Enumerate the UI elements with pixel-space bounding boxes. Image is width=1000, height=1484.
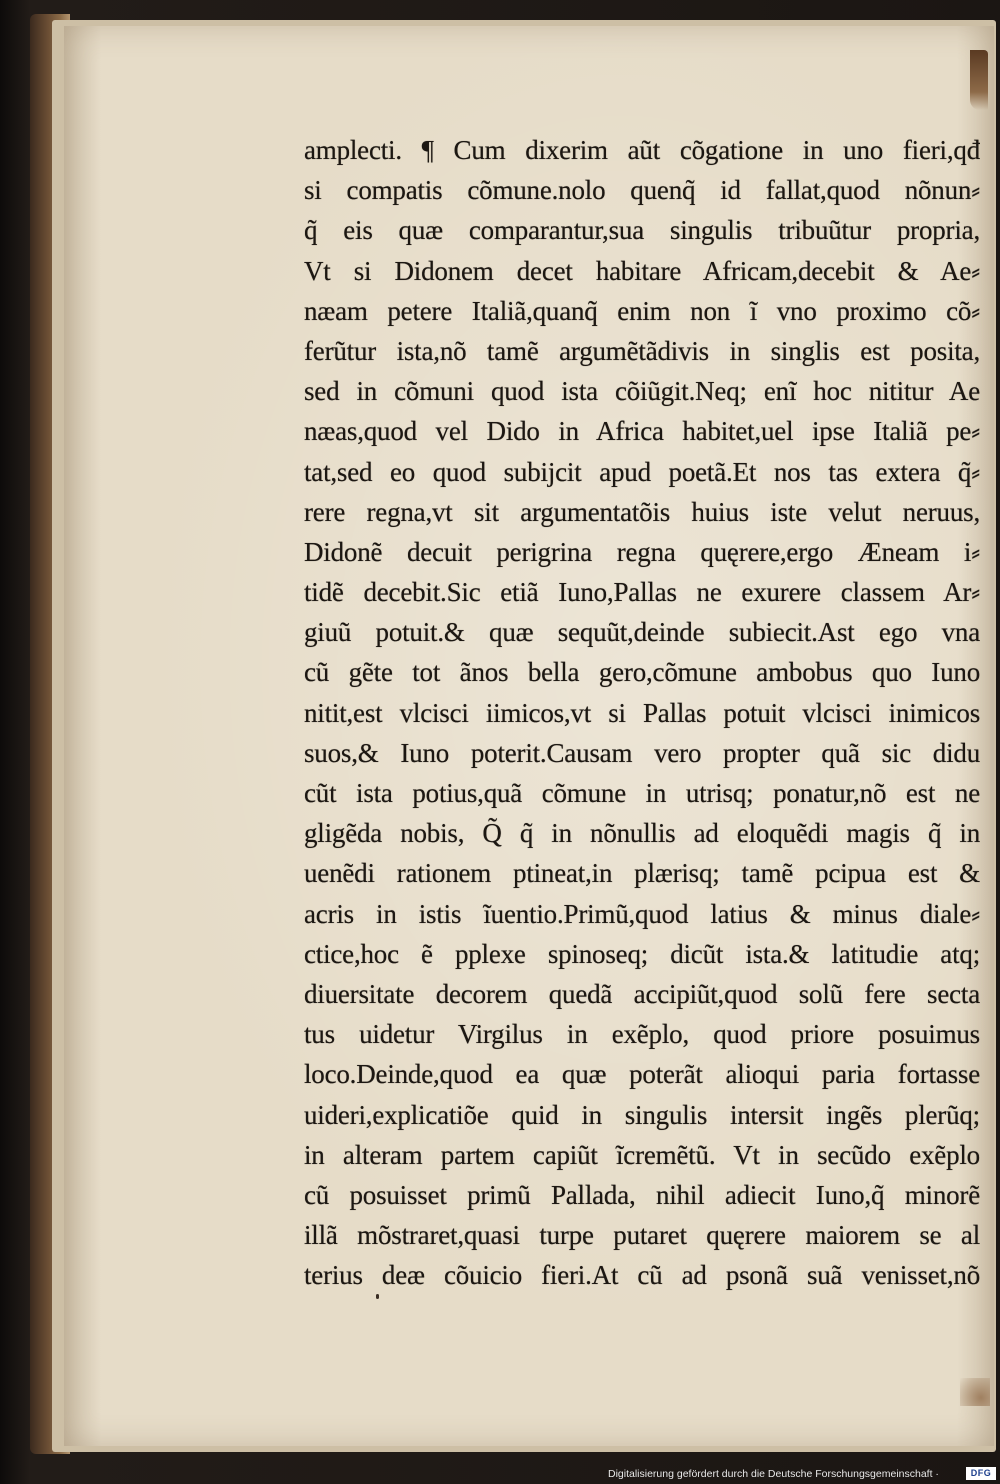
text-line: gligẽda nobis, Q̃ q̃ in nõnullis ad eloquẽdi magis q̃ in xyxy=(304,818,980,849)
text-line: q̃ eis quæ comparantur,sua singulis tribuũtur propria, xyxy=(304,215,980,246)
text-line: Didonẽ decuit perigrina regna quęrere,ergo Æneam i⸗ xyxy=(304,536,980,567)
text-line: cũ gẽte tot ãnos bella gero,cõmune ambobus quo Iuno xyxy=(304,657,980,688)
text-line: cũ posuisset primũ Pallada, nihil adiecit Iuno,q̃ minorẽ xyxy=(304,1179,980,1210)
text-line: in alteram partem capiũt ĩcremẽtũ. Vt in secũdo exẽplo xyxy=(304,1139,980,1170)
ink-speck xyxy=(376,1294,379,1299)
page-bottom-stain xyxy=(960,1378,990,1406)
text-line: illã mõstraret,quasi turpe putaret quęrere maiorem se al xyxy=(304,1220,980,1251)
text-line: suos,& Iuno poterit.Causam vero propter quã sic didu xyxy=(304,737,980,768)
text-line: loco.Deinde,quod ea quæ poterãt alioqui paria fortasse xyxy=(304,1059,980,1090)
text-line: amplecti. ¶ Cum dixerim aũt cõgatione in uno fieri,qđ xyxy=(304,135,980,165)
text-line: acris in istis ĩuentio.Primũ,quod latius & minus diale⸗ xyxy=(304,898,980,929)
text-line: næas,quod vel Dido in Africa habitet,uel ipse Italiã pe⸗ xyxy=(304,416,980,447)
text-line: Vt si Didonem decet habitare Africam,decebit & Ae⸗ xyxy=(304,255,980,286)
text-line: ctice,hoc ẽ pplexe spinoseq; dicũt ista.& latitudie atq; xyxy=(304,938,980,969)
text-line: giuũ potuit.& quæ sequũt,deinde subiecit.Ast ego vna xyxy=(304,617,980,648)
digitization-credit: Digitalisierung gefördert durch die Deutsche Forschungsgemeinschaft · xyxy=(608,1468,939,1480)
text-line: si compatis cõmune.nolo quenq̃ id fallat,quod nõnun⸗ xyxy=(304,175,980,206)
text-line: ferũtur ista,nõ tamẽ argumẽtãdivis in singlis est posita, xyxy=(304,335,980,366)
text-line: nitit,est vlcisci iimicos,vt si Pallas potuit vlcisci inimicos xyxy=(304,697,980,728)
text-line: terius deæ cõuicio fieri.At cũ ad psonã suã venisset,nõ xyxy=(304,1260,980,1291)
text-line: uenẽdi rationem ptineat,in plærisq; tamẽ pcipua est & xyxy=(304,858,980,889)
dfg-logo: DFG xyxy=(966,1467,996,1480)
page-text-block xyxy=(304,130,980,1295)
text-line: sed in cõmuni quod ista cõiũgit.Neq; enĩ hoc nititur Ae xyxy=(304,376,980,407)
text-line: cũt ista potius,quã cõmune in utrisq; ponatur,nõ est ne xyxy=(304,778,980,808)
page-corner-stain xyxy=(970,50,988,110)
text-line: tidẽ decebit.Sic etiã Iuno,Pallas ne exurere classem Ar⸗ xyxy=(304,577,980,608)
text-line: rere regna,vt sit argumentatõis huius iste velut neruus, xyxy=(304,496,980,527)
text-line: tus uidetur Virgilus in exẽplo, quod priore posuimus xyxy=(304,1019,980,1050)
text-line: diuersitate decorem quedã accipiũt,quod solũ fere secta xyxy=(304,978,980,1009)
text-line: tat,sed eo quod subijcit apud poetã.Et nos tas extera q̃⸗ xyxy=(304,456,980,487)
text-line: næam petere Italiã,quanq̃ enim non ĩ vno proximo cõ⸗ xyxy=(304,295,980,326)
text-line: uideri,explicatiõe quid in singulis intersit ingẽs plerũq; xyxy=(304,1099,980,1130)
